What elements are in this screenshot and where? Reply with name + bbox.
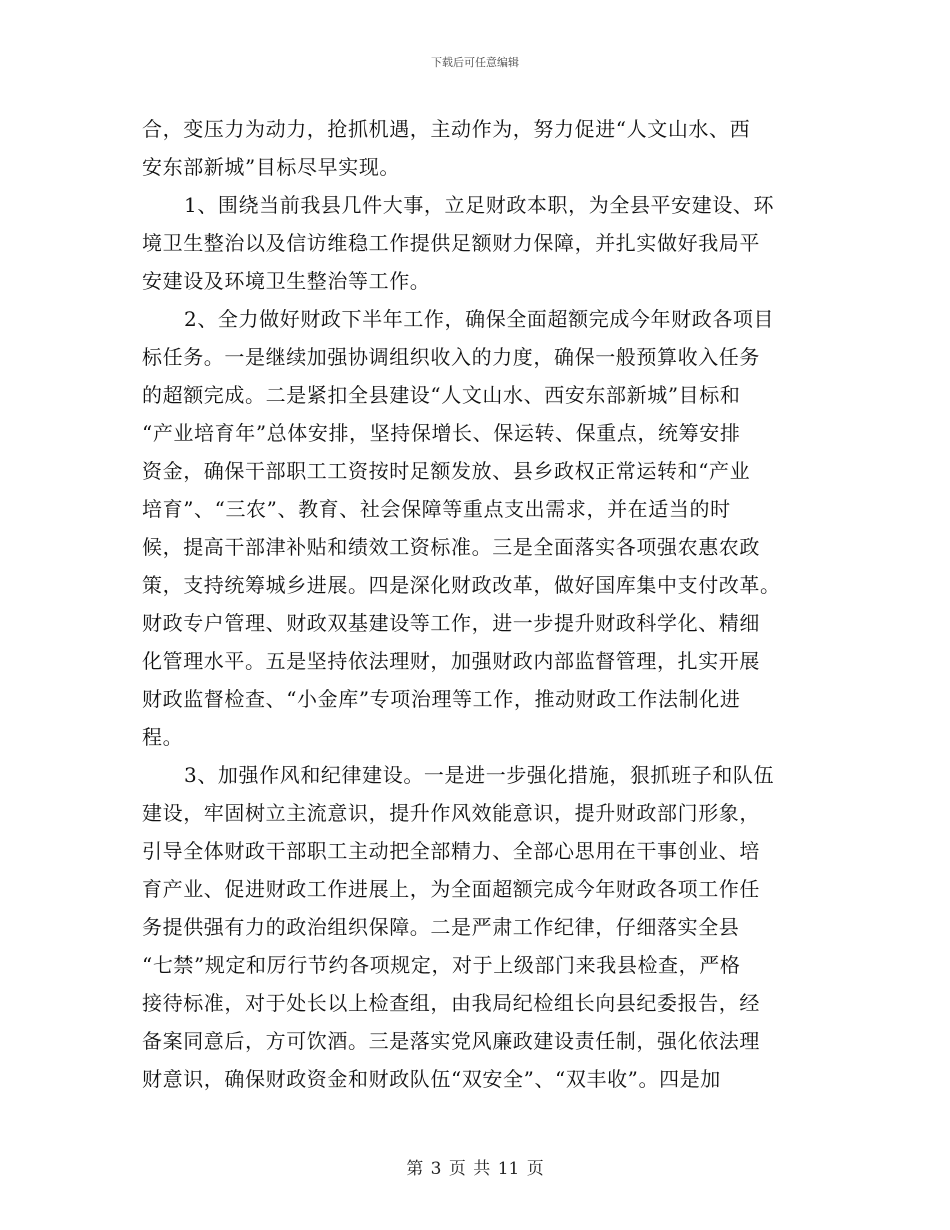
text-line: 财意识，确保财政资金和财政队伍“双安全”、“双丰收”。四是加 <box>142 1067 721 1091</box>
paragraph-start-line: 2、全力做好财政下半年工作，确保全面超额完成今年财政各项目 <box>184 307 775 331</box>
text-line: 境卫生整治以及信访维稳工作提供足额财力保障，并扎实做好我局平 <box>142 231 760 255</box>
text-line: 标任务。一是继续加强协调组织收入的力度，确保一般预算收入任务 <box>142 345 760 369</box>
text-line: 安东部新城”目标尽早实现。 <box>142 155 401 179</box>
text-line: 程。 <box>142 725 184 749</box>
document-body <box>142 110 808 1098</box>
text-line: 育产业、促进财政工作进展上，为全面超额完成今年财政各项工作任 <box>142 877 760 901</box>
text-line: 建设，牢固树立主流意识，提升作风效能意识，提升财政部门形象， <box>142 801 760 825</box>
paragraph-start-line: 1、围绕当前我县几件大事，立足财政本职，为全县平安建设、环 <box>184 193 775 217</box>
text-line: 财政监督检查、“小金库”专项治理等工作，推动财政工作法制化进 <box>142 687 741 711</box>
text-line: 候，提高干部津补贴和绩效工资标准。三是全面落实各项强农惠农政 <box>142 535 760 559</box>
text-line: 引导全体财政干部职工主动把全部精力、全部心思用在干事创业、培 <box>142 839 760 863</box>
text-line: 的超额完成。二是紧扣全县建设“人文山水、西安东部新城”目标和 <box>142 383 741 407</box>
page-header-note: 下载后可任意编辑 <box>431 56 519 69</box>
text-line: 培育”、“三农”、教育、社会保障等重点支出需求，并在适当的时 <box>142 497 731 521</box>
text-line: 资金，确保干部职工工资按时足额发放、县乡政权正常运转和“产业 <box>142 459 751 483</box>
text-line: 合，变压力为动力，抢抓机遇，主动作为，努力促进“人文山水、西 <box>142 117 751 141</box>
text-line: 务提供强有力的政治组织保障。二是严肃工作纪律，仔细落实全县 <box>142 915 740 939</box>
text-line: 接待标准，对于处长以上检查组，由我局纪检组长向县纪委报告，经 <box>142 991 760 1015</box>
text-line: 备案同意后，方可饮酒。三是落实党风廉政建设责任制，强化依法理 <box>142 1029 760 1053</box>
text-line: 安建设及环境卫生整治等工作。 <box>142 269 431 293</box>
text-line: “七禁”规定和厉行节约各项规定，对于上级部门来我县检查，严格 <box>142 953 741 977</box>
text-line: 策，支持统筹城乡进展。四是深化财政改革，做好国库集中支付改革。 <box>142 573 781 597</box>
page-number: 第 3 页 共 11 页 <box>406 1159 544 1179</box>
text-line: 化管理水平。五是坚持依法理财，加强财政内部监督管理，扎实开展 <box>142 649 760 673</box>
paragraph-start-line: 3、加强作风和纪律建设。一是进一步强化措施，狠抓班子和队伍 <box>184 763 775 787</box>
text-line: “产业培育年”总体安排，坚持保增长、保运转、保重点，统筹安排 <box>142 421 741 445</box>
text-line: 财政专户管理、财政双基建设等工作，进一步提升财政科学化、精细 <box>142 611 760 635</box>
